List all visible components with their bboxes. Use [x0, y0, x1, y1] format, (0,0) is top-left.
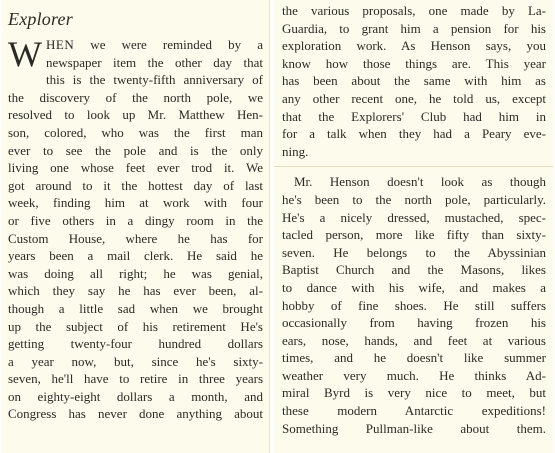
- text-line: the discovery of the north pole, we: [8, 89, 263, 105]
- right-paragraph-2: [282, 173, 546, 437]
- text-line: Custom House, where he has for: [8, 230, 263, 246]
- text-line: the various proposals, one made by La-: [282, 3, 546, 18]
- text-line: hobby of fine shoes. He still suffers: [282, 297, 546, 313]
- text-line: weather very much. He thinks Ad-: [282, 367, 546, 383]
- opening-small-caps: HEN: [45, 37, 75, 52]
- text-line: He's a nicely dressed, mustached, spec-: [282, 209, 546, 225]
- opening-paragraph: [8, 34, 263, 74]
- left-column-body: [8, 71, 263, 423]
- text-line: ning.: [282, 143, 309, 159]
- text-line: week, finding him at work with four: [8, 195, 263, 211]
- text-line-content: we were reminded by a: [74, 37, 263, 52]
- department-heading: Explorer: [8, 9, 73, 29]
- text-line: [8, 36, 263, 54]
- text-line: Baptist Church and the Masons, likes: [282, 262, 546, 278]
- text-line: years been a mail clerk. He said he: [8, 248, 263, 264]
- paragraph-divider: [274, 160, 553, 167]
- text-line: Congress has never done anything about: [8, 406, 263, 422]
- text-line: getting twenty-four hundred dollars: [8, 336, 263, 352]
- text-line: though a little sad when we brought: [8, 300, 263, 316]
- right-column: [274, 0, 553, 453]
- text-line: up the subject of his retirement He's: [8, 318, 263, 334]
- text-line: this is the twenty-fifth anniversary of: [45, 72, 263, 88]
- text-line: to dance with his wife, and makes a: [282, 279, 546, 295]
- text-line: for a talk when they had a Peary eve-: [282, 126, 546, 142]
- right-paragraph-1: [282, 2, 546, 160]
- drop-cap: W: [8, 34, 42, 74]
- text-line: miral Byrd is very nice to meet, but: [282, 385, 546, 401]
- text-line: that the Explorers' Club had him in: [282, 108, 546, 124]
- left-column: [2, 0, 270, 453]
- text-line: seven. He belongs to the Abyssinian: [282, 244, 546, 260]
- text-line: tacled person, more like fifty than sixty-: [282, 227, 546, 243]
- text-line: Mr. Henson doesn't look as though: [294, 174, 546, 190]
- text-line: occasionally from having frozen his: [282, 315, 546, 331]
- text-line: times, and he doesn't like summer: [282, 350, 546, 366]
- text-line: any other recent one, he told us, except: [282, 90, 546, 106]
- text-line: or five others in a dingy room in the: [8, 212, 263, 228]
- text-line: ever to see the pole and is the only: [8, 142, 263, 158]
- text-line: know how those things are. This year: [282, 55, 546, 71]
- text-line: which they say he has ever been, al-: [8, 283, 263, 299]
- text-line: living one whose feet ever trod it. We: [8, 160, 263, 176]
- text-line: was doing all right; he was genial,: [8, 265, 263, 281]
- text-line: son, colored, who was the first man: [8, 124, 263, 140]
- text-line: Guardia, to grant him a pension for his: [282, 20, 546, 36]
- text-line: a year now, but, since he's sixty-: [8, 353, 263, 369]
- text-line: resolved to look up Mr. Matthew Hen-: [8, 107, 263, 123]
- text-line: exploration work. As Henson says, you: [282, 38, 546, 54]
- text-line: got around to it the hottest day of last: [8, 177, 263, 193]
- text-line: ears, nose, hands, and feet at various: [282, 332, 546, 348]
- cut-off-line: [8, 423, 263, 431]
- text-line: he's been to the north pole, particularly.: [282, 191, 546, 207]
- text-line: Something Pullman-like about them.: [282, 420, 546, 436]
- text-line: seven, he'll have to retire in three years: [8, 371, 263, 387]
- text-line: these modern Antarctic expeditions!: [282, 403, 546, 419]
- text-line: newspaper item the other day that: [45, 54, 263, 70]
- text-line: on eighty-eight dollars a month, and: [8, 388, 263, 404]
- text-line: has been about the same with him as: [282, 73, 546, 89]
